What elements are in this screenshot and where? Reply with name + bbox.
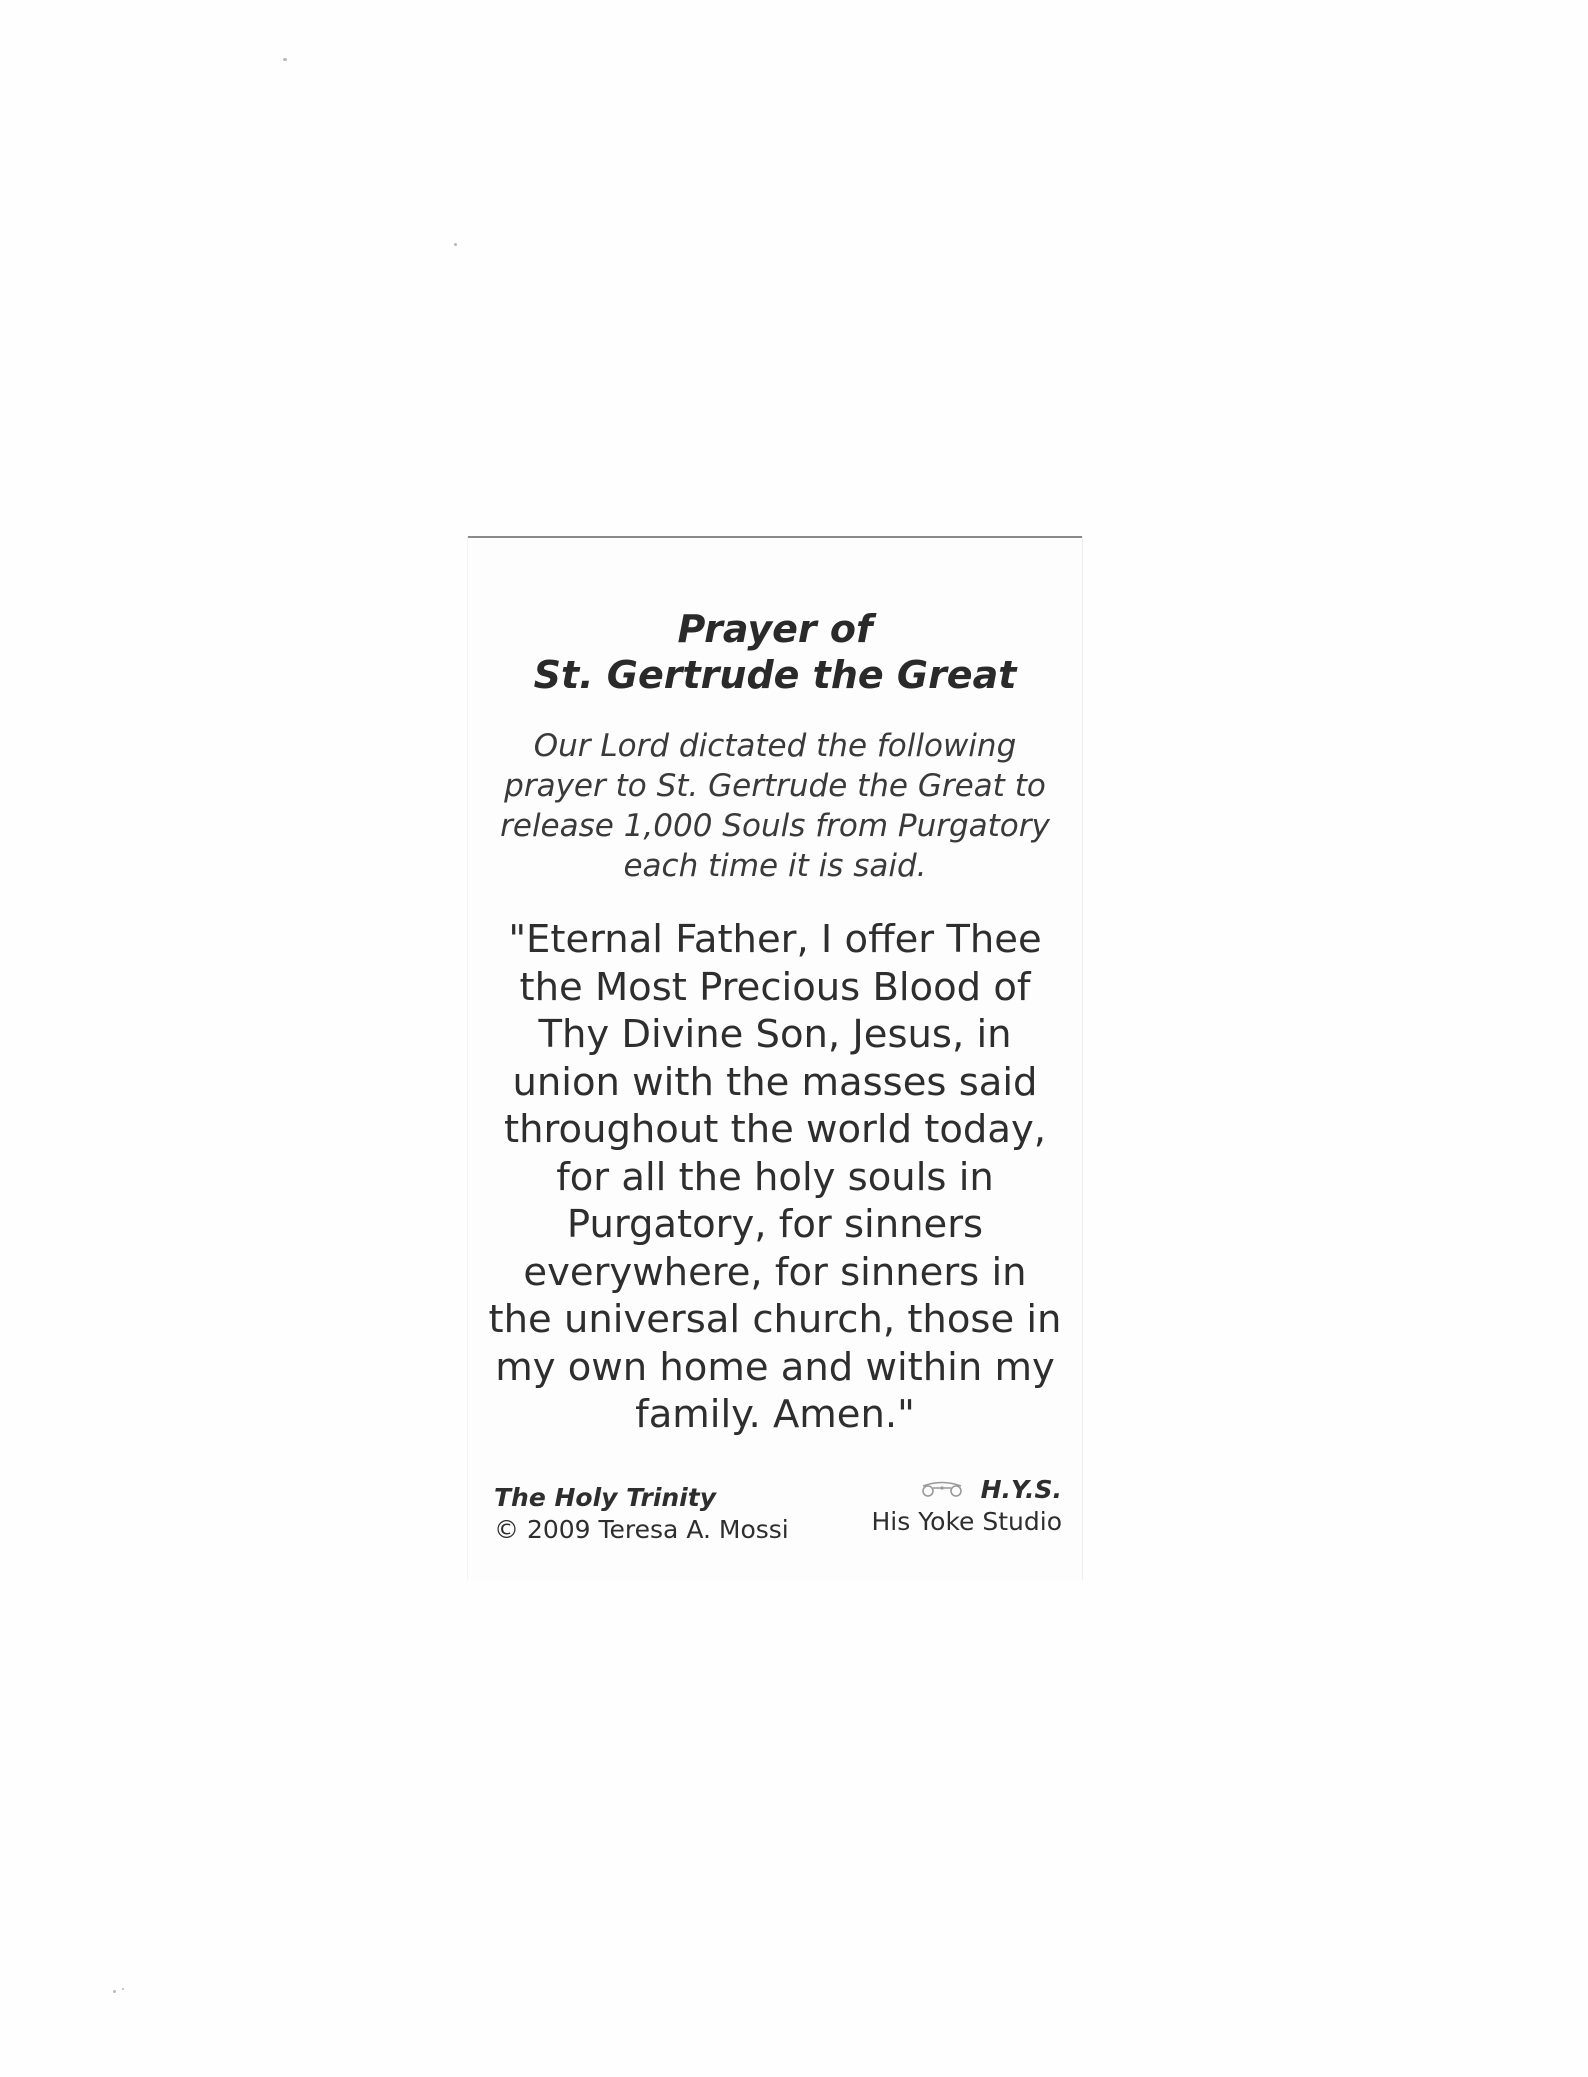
title-line: St. Gertrude the Great: [533, 653, 1017, 697]
scan-speck: [454, 243, 457, 246]
scan-speck: [122, 1988, 124, 1990]
artwork-title: The Holy Trinity: [494, 1483, 716, 1512]
prayer-line: Purgatory, for sinners: [566, 1202, 984, 1247]
intro-line: prayer to St. Gertrude the Great to: [504, 768, 1046, 804]
intro-line: release 1,000 Souls from Purgatory: [500, 808, 1050, 844]
studio-header: [871, 1474, 1062, 1506]
prayer-line: the Most Precious Blood of: [519, 964, 1031, 1010]
prayer-line: family. Amen.": [635, 1392, 915, 1437]
prayer-line: throughout the world today,: [504, 1107, 1046, 1152]
prayer-line: for all the holy souls in: [556, 1154, 994, 1200]
intro-line: Our Lord dictated the following: [533, 728, 1017, 764]
scan-speck: [283, 58, 287, 61]
prayer-line: union with the masses said: [512, 1059, 1038, 1105]
intro-text: [468, 726, 1082, 886]
artwork-credit: [494, 1482, 789, 1546]
scan-speck: [113, 1990, 116, 1993]
intro-line: each time it is said.: [623, 848, 927, 884]
prayer-text: [468, 916, 1082, 1439]
prayer-line: Thy Divine Son, Jesus, in: [538, 1012, 1012, 1057]
title-line: Prayer of: [677, 607, 873, 651]
prayer-line: everywhere, for sinners in: [523, 1249, 1027, 1295]
studio-abbreviation: H.Y.S.: [980, 1475, 1062, 1504]
yoke-icon: [921, 1480, 963, 1500]
studio-name: His Yoke Studio: [871, 1507, 1062, 1536]
studio-credit: [871, 1474, 1062, 1538]
card-title: [468, 606, 1082, 698]
prayer-line: "Eternal Father, I offer Thee: [508, 917, 1042, 962]
prayer-line: the universal church, those in: [488, 1297, 1062, 1342]
prayer-card: [468, 536, 1082, 1580]
prayer-line: my own home and within my: [495, 1344, 1055, 1390]
copyright-notice: © 2009 Teresa A. Mossi: [494, 1515, 789, 1544]
